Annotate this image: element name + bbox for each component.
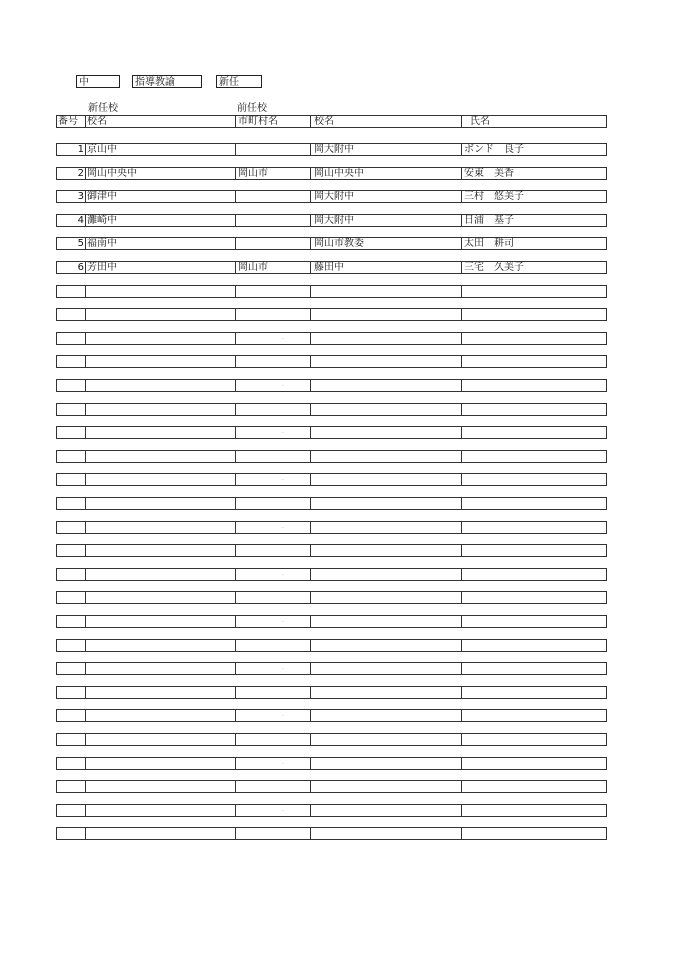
prev-school-name — [311, 522, 462, 533]
teacher-name — [462, 309, 606, 320]
stray-mark: · — [282, 572, 284, 579]
teacher-name — [462, 592, 606, 603]
row-number — [57, 781, 86, 792]
row-number — [57, 380, 86, 391]
teacher-name — [462, 380, 606, 391]
prev-school-name — [311, 734, 462, 745]
table-row — [56, 214, 607, 227]
empty-table-row — [56, 615, 607, 628]
row-number — [57, 309, 86, 320]
new-school-name — [86, 333, 236, 344]
empty-table-row — [56, 757, 607, 770]
new-school-name — [86, 286, 236, 297]
row-number: 1 — [57, 144, 86, 155]
prev-school-name — [311, 640, 462, 651]
row-number — [57, 333, 86, 344]
city-name — [236, 144, 311, 155]
teacher-name — [462, 781, 606, 792]
row-number — [57, 451, 86, 462]
row-number — [57, 616, 86, 627]
city-name — [236, 545, 311, 556]
teacher-name: ボンド 良子 — [464, 144, 524, 155]
city-name — [236, 215, 311, 226]
prev-school-name — [311, 427, 462, 438]
teacher-name — [462, 498, 606, 509]
new-school-name — [86, 569, 236, 580]
stray-mark: · — [282, 383, 284, 390]
new-school-name: 京山中 — [86, 144, 236, 155]
new-school-name — [86, 427, 236, 438]
teacher-name — [462, 805, 606, 816]
city-name: 岡山市 — [236, 168, 311, 179]
prev-school-name — [311, 309, 462, 320]
table-row — [56, 167, 607, 180]
prev-school-name — [311, 781, 462, 792]
prev-school-name: 岡大附中 — [311, 191, 462, 202]
prev-school-name — [311, 380, 462, 391]
teacher-name: 三宅 久美子 — [464, 262, 524, 273]
new-school-name — [86, 498, 236, 509]
column-header-row — [56, 115, 607, 128]
row-number — [57, 687, 86, 698]
stray-mark: · — [282, 477, 284, 484]
empty-table-row — [56, 497, 607, 510]
teacher-name — [462, 758, 606, 769]
prev-school-name — [311, 545, 462, 556]
row-number: 6 — [57, 262, 86, 273]
row-number — [57, 569, 86, 580]
empty-table-row — [56, 355, 607, 368]
new-school-name: 御津中 — [86, 191, 236, 202]
empty-table-row — [56, 379, 607, 392]
teacher-name — [462, 640, 606, 651]
empty-table-row — [56, 308, 607, 321]
empty-table-row — [56, 426, 607, 439]
new-school-name: 岡山中央中 — [86, 168, 236, 179]
city-name — [236, 569, 311, 580]
new-school-name — [86, 451, 236, 462]
prev-school-name — [311, 828, 462, 839]
new-school-name: 灘崎中 — [86, 215, 236, 226]
new-school-name — [86, 710, 236, 721]
row-number — [57, 710, 86, 721]
teacher-name: 日浦 基子 — [464, 215, 514, 226]
teacher-name — [462, 451, 606, 462]
city-name — [236, 474, 311, 485]
row-number — [57, 427, 86, 438]
table-row — [56, 261, 607, 274]
city-name — [236, 616, 311, 627]
teacher-name — [462, 474, 606, 485]
teacher-name — [462, 286, 606, 297]
teacher-name — [462, 333, 606, 344]
stray-mark: · — [282, 666, 284, 673]
prev-school-name: 岡大附中 — [311, 144, 462, 155]
teacher-name: 安東 美香 — [464, 168, 514, 179]
row-number — [57, 545, 86, 556]
empty-table-row — [56, 591, 607, 604]
row-number: 3 — [57, 191, 86, 202]
city-name — [236, 498, 311, 509]
prev-school-name — [311, 474, 462, 485]
new-school-name — [86, 828, 236, 839]
city-name — [236, 663, 311, 674]
new-school-name — [86, 404, 236, 415]
empty-table-row — [56, 733, 607, 746]
city-name — [236, 734, 311, 745]
col-header-prev-school: 校名 — [311, 116, 462, 127]
row-number — [57, 592, 86, 603]
new-school-name: 福南中 — [86, 238, 236, 249]
level-box: 中 — [76, 75, 120, 88]
row-number — [57, 522, 86, 533]
city-name: 岡山市 — [236, 262, 311, 273]
city-name — [236, 238, 311, 249]
city-name — [236, 451, 311, 462]
prev-school-name — [311, 592, 462, 603]
teacher-name — [462, 710, 606, 721]
new-school-name — [86, 616, 236, 627]
prev-school-name — [311, 404, 462, 415]
status-box: 新任 — [216, 75, 262, 88]
row-number: 2 — [57, 168, 86, 179]
teacher-name: 三村 悠美子 — [464, 191, 524, 202]
new-school-name — [86, 592, 236, 603]
city-name — [236, 404, 311, 415]
new-school-name — [86, 687, 236, 698]
table-row — [56, 237, 607, 250]
row-number — [57, 404, 86, 415]
stray-mark: · — [282, 336, 284, 343]
empty-table-row — [56, 568, 607, 581]
stray-mark: · — [282, 525, 284, 532]
city-name — [236, 781, 311, 792]
teacher-name — [462, 687, 606, 698]
teacher-name — [462, 569, 606, 580]
teacher-name — [462, 356, 606, 367]
new-school-name: 芳田中 — [86, 262, 236, 273]
teacher-name — [462, 404, 606, 415]
empty-table-row — [56, 521, 607, 534]
stray-mark: · — [282, 761, 284, 768]
col-header-city: 市町村名 — [236, 116, 311, 127]
prev-school-name — [311, 333, 462, 344]
teacher-name — [462, 734, 606, 745]
prev-school-name: 岡山中央中 — [311, 168, 462, 179]
new-school-name — [86, 356, 236, 367]
prev-school-name — [311, 687, 462, 698]
row-number — [57, 286, 86, 297]
stray-mark: · — [282, 808, 284, 815]
empty-table-row — [56, 473, 607, 486]
teacher-name — [462, 616, 606, 627]
col-header-number: 番号 — [57, 116, 86, 127]
prev-school-name — [311, 569, 462, 580]
empty-table-row — [56, 662, 607, 675]
city-name — [236, 356, 311, 367]
city-name — [236, 333, 311, 344]
teacher-name — [462, 828, 606, 839]
city-name — [236, 758, 311, 769]
new-school-name — [86, 522, 236, 533]
city-name — [236, 191, 311, 202]
prev-school-name — [311, 451, 462, 462]
new-school-group-header: 新任校 — [88, 103, 118, 114]
empty-table-row — [56, 686, 607, 699]
city-name — [236, 522, 311, 533]
city-name — [236, 710, 311, 721]
prev-school-name: 藤田中 — [311, 262, 462, 273]
teacher-name — [462, 663, 606, 674]
prev-school-name — [311, 805, 462, 816]
city-name — [236, 828, 311, 839]
row-number — [57, 734, 86, 745]
city-name — [236, 427, 311, 438]
empty-table-row — [56, 639, 607, 652]
new-school-name — [86, 781, 236, 792]
new-school-name — [86, 734, 236, 745]
row-number — [57, 805, 86, 816]
new-school-name — [86, 758, 236, 769]
empty-table-row — [56, 332, 607, 345]
col-header-new-school: 校名 — [86, 116, 236, 127]
row-number: 4 — [57, 215, 86, 226]
new-school-name — [86, 663, 236, 674]
empty-table-row — [56, 544, 607, 557]
previous-school-group-header: 前任校 — [237, 103, 267, 114]
city-name — [236, 805, 311, 816]
city-name — [236, 592, 311, 603]
table-row — [56, 190, 607, 203]
new-school-name — [86, 380, 236, 391]
empty-table-row — [56, 285, 607, 298]
empty-table-row — [56, 780, 607, 793]
empty-table-row — [56, 403, 607, 416]
prev-school-name — [311, 286, 462, 297]
city-name — [236, 640, 311, 651]
prev-school-name: 岡山市教委 — [311, 238, 462, 249]
teacher-name — [462, 545, 606, 556]
row-number: 5 — [57, 238, 86, 249]
new-school-name — [86, 309, 236, 320]
empty-table-row — [56, 827, 607, 840]
teacher-name — [462, 427, 606, 438]
row-number — [57, 828, 86, 839]
table-row — [56, 143, 607, 156]
new-school-name — [86, 474, 236, 485]
row-number — [57, 663, 86, 674]
stray-mark: · — [282, 713, 284, 720]
prev-school-name — [311, 616, 462, 627]
city-name — [236, 286, 311, 297]
stray-mark: · — [282, 430, 284, 437]
teacher-name: 太田 耕司 — [464, 238, 514, 249]
new-school-name — [86, 640, 236, 651]
prev-school-name — [311, 758, 462, 769]
prev-school-name — [311, 710, 462, 721]
prev-school-name — [311, 663, 462, 674]
prev-school-name: 岡大附中 — [311, 215, 462, 226]
prev-school-name — [311, 498, 462, 509]
role-box: 指導教諭 — [132, 75, 202, 88]
prev-school-name — [311, 356, 462, 367]
teacher-name — [462, 522, 606, 533]
city-name — [236, 380, 311, 391]
row-number — [57, 474, 86, 485]
empty-table-row — [56, 709, 607, 722]
row-number — [57, 356, 86, 367]
empty-table-row — [56, 804, 607, 817]
row-number — [57, 498, 86, 509]
new-school-name — [86, 805, 236, 816]
city-name — [236, 687, 311, 698]
empty-table-row — [56, 450, 607, 463]
city-name — [236, 309, 311, 320]
row-number — [57, 640, 86, 651]
stray-mark: · — [282, 619, 284, 626]
col-header-name: 氏名 — [470, 116, 490, 127]
row-number — [57, 758, 86, 769]
new-school-name — [86, 545, 236, 556]
